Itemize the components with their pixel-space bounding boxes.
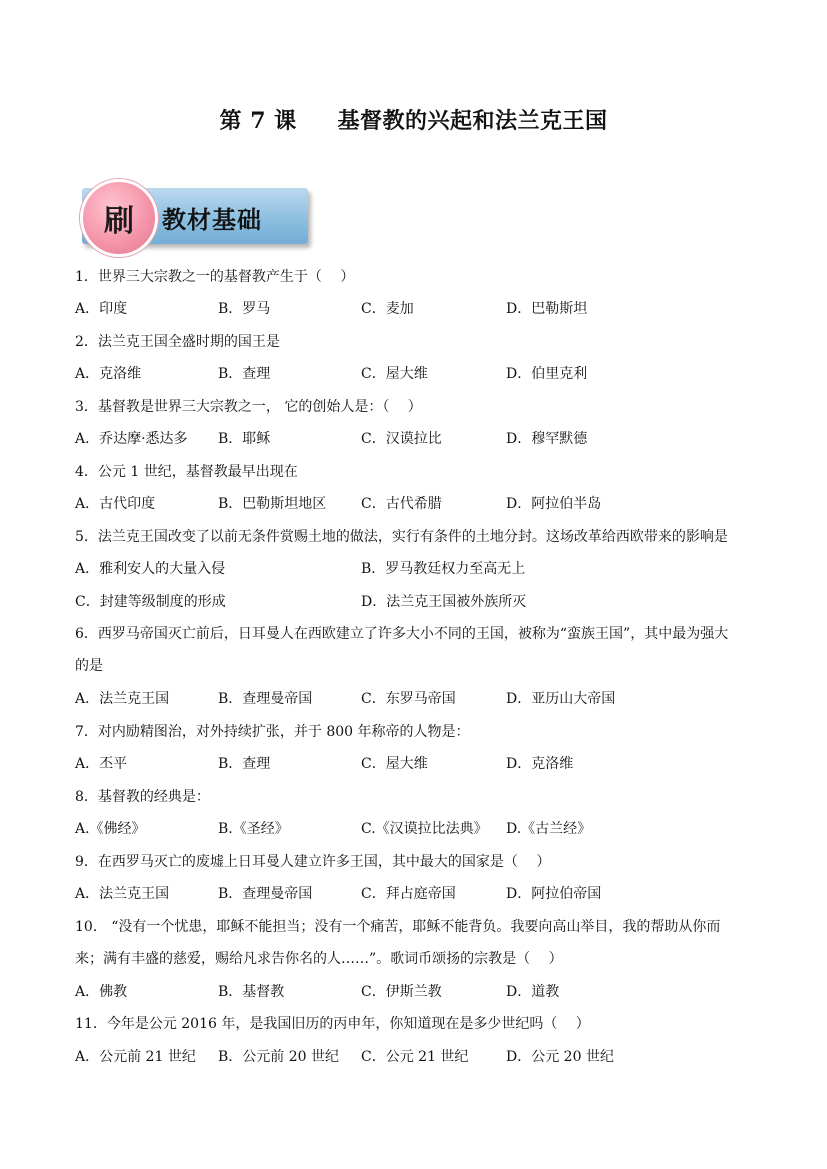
q1-option-c: C．麦加: [361, 301, 414, 317]
q6-option-a: A．法兰克王国: [75, 691, 170, 707]
q8-option-a: A.《佛经》: [75, 821, 146, 837]
section-banner: [78, 180, 310, 252]
q3-option-c: C．汉谟拉比: [361, 431, 442, 447]
q10-option-a: A．佛教: [75, 984, 128, 1000]
q9-option-d: D．阿拉伯帝国: [506, 886, 602, 902]
q2-option-c: C．屋大维: [361, 366, 428, 382]
q8-option-c: C.《汉谟拉比法典》: [361, 821, 488, 837]
q10-option-c: C．伊斯兰教: [361, 984, 442, 1000]
question-6-continued: 的是: [75, 658, 103, 674]
question-10-continued: 来；满有丰盛的慈爱，赐给凡求告你名的人……”。歌词币颂扬的宗教是（ ）: [75, 951, 563, 967]
q7-option-a: A．丕平: [75, 756, 128, 772]
q7-option-d: D．克洛维: [506, 756, 574, 772]
question-9: 9．在西罗马灭亡的废墟上日耳曼人建立许多王国，其中最大的国家是（ ）: [75, 854, 551, 870]
q5-option-d: D．法兰克王国被外族所灭: [361, 594, 527, 610]
q5-option-c: C．封建等级制度的形成: [75, 594, 226, 610]
q8-option-b: B.《圣经》: [218, 821, 289, 837]
question-2: 2．法兰克王国全盛时期的国王是: [75, 334, 280, 350]
question-8: 8．基督教的经典是：: [75, 789, 210, 805]
question-4: 4．公元 1 世纪，基督教最早出现在: [75, 464, 298, 480]
q4-option-b: B．巴勒斯坦地区: [218, 496, 327, 512]
q4-option-c: C．古代希腊: [361, 496, 442, 512]
q4-option-d: D．阿拉伯半岛: [506, 496, 602, 512]
banner-badge: [80, 179, 158, 257]
q3-option-b: B．耶稣: [218, 431, 271, 447]
q7-option-b: B．查理: [218, 756, 271, 772]
q6-option-c: C．东罗马帝国: [361, 691, 456, 707]
q9-option-a: A．法兰克王国: [75, 886, 170, 902]
question-5: 5．法兰克王国改变了以前无条件赏赐土地的做法，实行有条件的土地分封。这场改革给西欧带来的影响是: [75, 529, 728, 545]
q1-option-d: D．巴勒斯坦: [506, 301, 588, 317]
q11-option-d: D．公元 20 世纪: [506, 1049, 614, 1065]
question-11: 11．今年是公元 2016 年，是我国旧历的丙申年，你知道现在是多少世纪吗（ ）: [75, 1016, 590, 1032]
question-6: 6．西罗马帝国灭亡前后，日耳曼人在西欧建立了许多大小不同的王国，被称为“蛮族王国”，其中最为强大: [75, 626, 729, 642]
question-10: 10． “没有一个忧患，耶稣不能担当；没有一个痛苦，耶稣不能背负。我要向高山举目，我的帮助从你而: [75, 919, 721, 935]
question-3: 3．基督教是世界三大宗教之一， 它的创始人是：（ ）: [75, 399, 422, 415]
q2-option-a: A．克洛维: [75, 366, 142, 382]
q6-option-d: D．亚历山大帝国: [506, 691, 616, 707]
q3-option-a: A．乔达摩·悉达多: [75, 431, 188, 447]
q4-option-a: A．古代印度: [75, 496, 156, 512]
q6-option-b: B．查理曼帝国: [218, 691, 313, 707]
q2-option-b: B．查理: [218, 366, 271, 382]
q5-option-b: B．罗马教廷权力至高无上: [361, 561, 526, 577]
q11-option-a: A．公元前 21 世纪: [75, 1049, 196, 1065]
q1-option-a: A．印度: [75, 301, 128, 317]
q5-option-a: A．雅利安人的大量入侵: [75, 561, 226, 577]
q10-option-d: D．道教: [506, 984, 560, 1000]
q7-option-c: C．屋大维: [361, 756, 428, 772]
page-title: 第 7 课 基督教的兴起和法兰克王国: [219, 108, 608, 134]
q9-option-b: B．查理曼帝国: [218, 886, 313, 902]
banner-badge-text: 刷: [104, 204, 134, 239]
banner-label: 教材基础: [162, 205, 262, 234]
q2-option-d: D．伯里克利: [506, 366, 588, 382]
q3-option-d: D．穆罕默德: [506, 431, 588, 447]
q10-option-b: B．基督教: [218, 984, 285, 1000]
q1-option-b: B．罗马: [218, 301, 271, 317]
question-1: 1．世界三大宗教之一的基督教产生于（ ）: [75, 269, 355, 285]
q11-option-c: C．公元 21 世纪: [361, 1049, 469, 1065]
question-7: 7．对内励精图治，对外持续扩张，并于 800 年称帝的人物是：: [75, 724, 470, 740]
q11-option-b: B．公元前 20 世纪: [218, 1049, 340, 1065]
q8-option-d: D.《古兰经》: [506, 821, 592, 837]
q9-option-c: C．拜占庭帝国: [361, 886, 456, 902]
